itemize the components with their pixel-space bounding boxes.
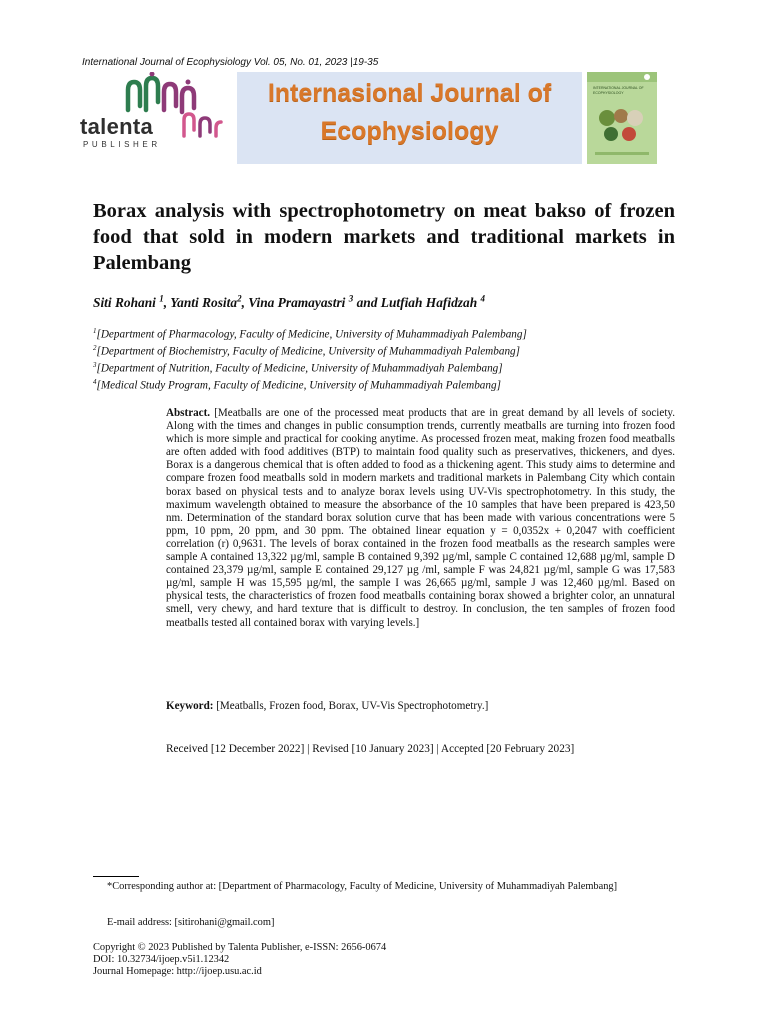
submission-dates: Received [12 December 2022] | Revised [10 January 2023] | Accepted [20 February 2023] xyxy=(166,743,575,755)
banner-title-line-2: Ecophysiology xyxy=(320,117,499,145)
banner-title-line-1: Internasional Journal of xyxy=(267,79,552,107)
cover-title: INTERNATIONAL JOURNAL OF ECOPHYSIOLOGY xyxy=(593,86,644,95)
copyright-line: Copyright © 2023 Published by Talenta Publisher, e-ISSN: 2656-0674 xyxy=(93,942,387,953)
affiliation-2: $^2$[Department of Biochemistry, Faculty of Medicine, University of Muhammadiyah Palembang] xyxy=(93,343,520,358)
author-4: Lutfiah Hafidzah $^4$ xyxy=(380,294,485,311)
affiliation-3: $^3$[Department of Nutrition, Faculty of Medicine, University of Muhammadiyah Palembang] xyxy=(93,360,503,375)
journal-banner xyxy=(237,72,582,164)
homepage-line: Journal Homepage: http://ijoep.usu.ac.id xyxy=(93,966,262,978)
keyword-label: Keyword: xyxy=(166,700,214,712)
author-list xyxy=(93,294,675,311)
abstract-text: [Meatballs are one of the processed meat products that are in great demand by all levels of society. Along with the times and changes in public consumption trends, currently meatballs are turning into frozen food which is more simple and practical for cooking anytime. As processed frozen meat, making frozen food meatballs are often added with food additives (BTP) to maintain food quality such as preservatives, thickeners, and dyes. Borax is a dangerous chemical that is often added to food as a thickening agent. This study aims to determine and compare frozen food meatballs sold in modern markets and traditional markets in Palembang City which contain borax based on physical tests and to analyze borax levels using UV-Vis spectrophotometry. In this study, the maximum wavelength obtained to measure the absorbance of the 10 samples that have been prepared is 423,50 nm. Determination of the standard borax solution curve that has been made with various concentrations were 5 ppm, 10 ppm, 20 ppm, and 30 ppm. The obtained linear equation y = 0,0352x + 0,2047 with coefficient correlation (r) 0,9631. The levels of borax contained in the frozen food meatballs as the research samples were sample A contained 13,322 µg/ml, sample B contained 9,392 µg/ml, sample C contained 12,688 µg/ml, sample D contained 23,379 µg/ml, sample E contained 29,127 µg /ml, sample F was 24,821 µg/ml, sample G was 17,583 µg/ml, sample H was 15,595 µg/ml, the sample I was 26,665 µg/ml, sample J was 12,460 µg/ml. Based on physical tests, the characteristics of frozen food meatballs containing borax showed a brighter color, an unnatural smell, very chewy, and hard texture that is difficult to destroy. In conclusion, the ten samples of frozen food meatballs tested all contained borax with varying levels.] xyxy=(166,407,675,629)
affiliation-4: $^4$[Medical Study Program, Faculty of Medicine, University of Muhammadiyah Palembang] xyxy=(93,377,501,392)
talenta-publisher-logo xyxy=(80,72,230,148)
author-1: Siti Rohani $^1$, xyxy=(93,294,171,311)
journal-citation-line: International Journal of Ecophysiology Vol. 05, No. 01, 2023 |19-35 xyxy=(82,57,379,68)
corresponding-author-note: *Corresponding author at: [Department of Pharmacology, Faculty of Medicine, University of Muhammadiyah Palembang] xyxy=(107,881,618,892)
footnote-divider xyxy=(93,876,139,877)
logo-subtext: PUBLISHER xyxy=(83,140,161,149)
doi-line: DOI: 10.32734/ijoep.v5i1.12342 xyxy=(93,954,230,966)
logo-wordmark: talenta xyxy=(80,114,154,139)
abstract-label: Abstract. xyxy=(166,407,211,419)
keywords xyxy=(166,700,675,713)
copyright-block xyxy=(93,942,673,979)
logo-accent-icon xyxy=(176,106,226,146)
article-title: Borax analysis with spectrophotometry on meat bakso of frozen food that sold in modern markets and traditional markets in Palembang xyxy=(93,200,675,274)
author-2: Yanti Rosita$^2$, xyxy=(170,294,249,311)
affiliation-1: $^1$[Department of Pharmacology, Faculty of Medicine, University of Muhammadiyah Palembang] xyxy=(93,327,527,341)
affiliation-list xyxy=(93,325,675,393)
abstract xyxy=(166,407,675,630)
author-3: Vina Pramayastri $^3$ and xyxy=(248,294,381,311)
email-address: E-mail address: [sitirohani@gmail.com] xyxy=(107,917,275,928)
journal-cover-thumbnail xyxy=(587,72,657,164)
keyword-text: [Meatballs, Frozen food, Borax, UV-Vis Spectrophotometry.] xyxy=(213,700,489,712)
